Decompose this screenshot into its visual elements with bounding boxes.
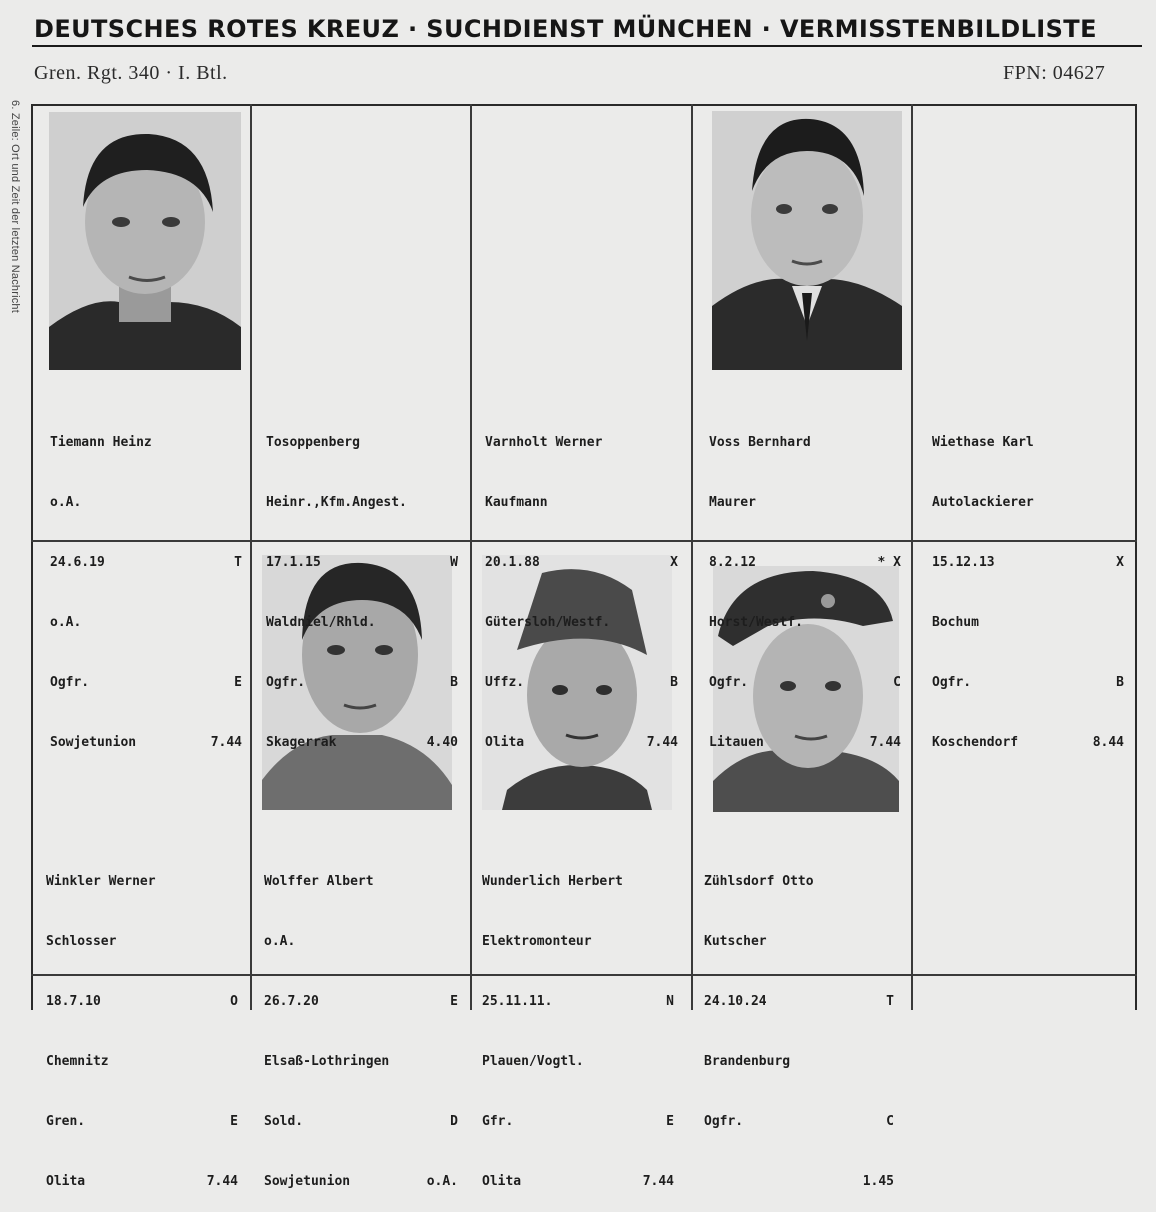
rank: Ogfr. [932, 675, 972, 690]
person-name: Wiethase Karl [932, 435, 1034, 450]
last-date: 8.44 [1092, 735, 1124, 750]
rank: Gren. [46, 1114, 86, 1129]
person-occupation: Autolackierer [932, 495, 1034, 510]
person-name: Tosoppenberg [266, 435, 360, 450]
code-letter: X [670, 555, 678, 570]
birth-date: 25.11.11. [482, 994, 553, 1009]
code-letter: B [1116, 675, 1124, 690]
person-occupation: Maurer [709, 495, 756, 510]
portrait-photo [712, 111, 902, 370]
grid-divider [470, 104, 472, 1010]
last-place: Olita [46, 1174, 86, 1189]
last-place: Litauen [709, 735, 764, 750]
code-letter: T [886, 994, 894, 1009]
birth-date: 20.1.88 [485, 555, 540, 570]
person-occupation: o.A. [264, 934, 296, 949]
code-letter: E [230, 1114, 238, 1129]
person-name: Zühlsdorf Otto [704, 874, 814, 889]
person-occupation: Kutscher [704, 934, 767, 949]
last-date: o.A. [426, 1174, 458, 1189]
rank: Ogfr. [704, 1114, 744, 1129]
code-letter: E [450, 994, 458, 1009]
person-card [485, 393, 678, 773]
code-letter: * X [877, 555, 901, 570]
unit-label: Gren. Rgt. 340 · I. Btl. [34, 62, 228, 84]
person-occupation: Elektromonteur [482, 934, 592, 949]
last-date: 7.44 [642, 1174, 674, 1189]
last-date: 7.44 [646, 735, 678, 750]
code-letter: O [230, 994, 238, 1009]
person-occupation: Heinr.,Kfm.Angest. [266, 495, 407, 510]
birth-date: 26.7.20 [264, 994, 319, 1009]
person-occupation: Kaufmann [485, 495, 548, 510]
last-place: Sowjetunion [50, 735, 137, 750]
code-letter: B [670, 675, 678, 690]
page-title: DEUTSCHES ROTES KREUZ · SUCHDIENST MÜNCHEN · VERMISSTENBILDLISTE [34, 15, 1097, 43]
person-name: Tiemann Heinz [50, 435, 152, 450]
code-letter: C [893, 675, 901, 690]
birth-date: 17.1.15 [266, 555, 321, 570]
code-letter: T [234, 555, 242, 570]
birthplace: Plauen/Vogtl. [482, 1054, 584, 1069]
person-card [264, 832, 458, 1212]
code-letter: E [234, 675, 242, 690]
birthplace: Gütersloh/Westf. [485, 615, 611, 630]
code-letter: W [450, 555, 458, 570]
grid-divider [250, 104, 252, 1010]
code-letter: B [450, 675, 458, 690]
rank: Uffz. [485, 675, 525, 690]
last-place: Skagerrak [266, 735, 337, 750]
fpn-label: FPN: 04627 [1003, 62, 1106, 84]
person-card [46, 832, 238, 1212]
birthplace: Elsaß-Lothringen [264, 1054, 390, 1069]
birth-date: 8.2.12 [709, 555, 756, 570]
rank: Sold. [264, 1114, 304, 1129]
code-letter: X [1116, 555, 1124, 570]
grid-divider [911, 104, 913, 1010]
birth-date: 24.10.24 [704, 994, 767, 1009]
last-date: 7.44 [206, 1174, 238, 1189]
portrait-photo [49, 112, 241, 370]
code-letter: N [666, 994, 674, 1009]
birthplace: Waldniel/Rhld. [266, 615, 376, 630]
person-name: Voss Bernhard [709, 435, 811, 450]
birthplace: o.A. [50, 615, 82, 630]
last-date: 7.44 [210, 735, 242, 750]
person-name: Varnholt Werner [485, 435, 603, 450]
rank: Ogfr. [50, 675, 90, 690]
birth-date: 18.7.10 [46, 994, 101, 1009]
person-card [932, 393, 1124, 773]
title-rule [32, 45, 1142, 47]
last-place: Koschendorf [932, 735, 1019, 750]
birth-date: 24.6.19 [50, 555, 105, 570]
person-name: Wunderlich Herbert [482, 874, 623, 889]
grid-divider [691, 104, 693, 1010]
person-card [704, 832, 894, 1212]
margin-note: 6. Zeile: Ort und Zeit der letzten Nachricht [9, 100, 21, 313]
last-date: 4.40 [426, 735, 458, 750]
last-date: 7.44 [869, 735, 901, 750]
birth-date: 15.12.13 [932, 555, 995, 570]
code-letter: D [450, 1114, 458, 1129]
person-card [266, 393, 458, 773]
person-name: Winkler Werner [46, 874, 156, 889]
birthplace: Brandenburg [704, 1054, 791, 1069]
code-letter: C [886, 1114, 894, 1129]
person-card [50, 393, 242, 773]
person-occupation: o.A. [50, 495, 82, 510]
rank: Gfr. [482, 1114, 514, 1129]
birthplace: Horst/Westf. [709, 615, 803, 630]
birthplace: Chemnitz [46, 1054, 109, 1069]
last-date: 1.45 [862, 1174, 894, 1189]
rank: Ogfr. [266, 675, 306, 690]
birthplace: Bochum [932, 615, 979, 630]
person-name: Wolffer Albert [264, 874, 374, 889]
code-letter: E [666, 1114, 674, 1129]
rank: Ogfr. [709, 675, 749, 690]
person-occupation: Schlosser [46, 934, 117, 949]
person-card [482, 832, 674, 1212]
last-place: Olita [485, 735, 525, 750]
last-place: Olita [482, 1174, 522, 1189]
person-card [709, 393, 901, 773]
last-place: Sowjetunion [264, 1174, 351, 1189]
